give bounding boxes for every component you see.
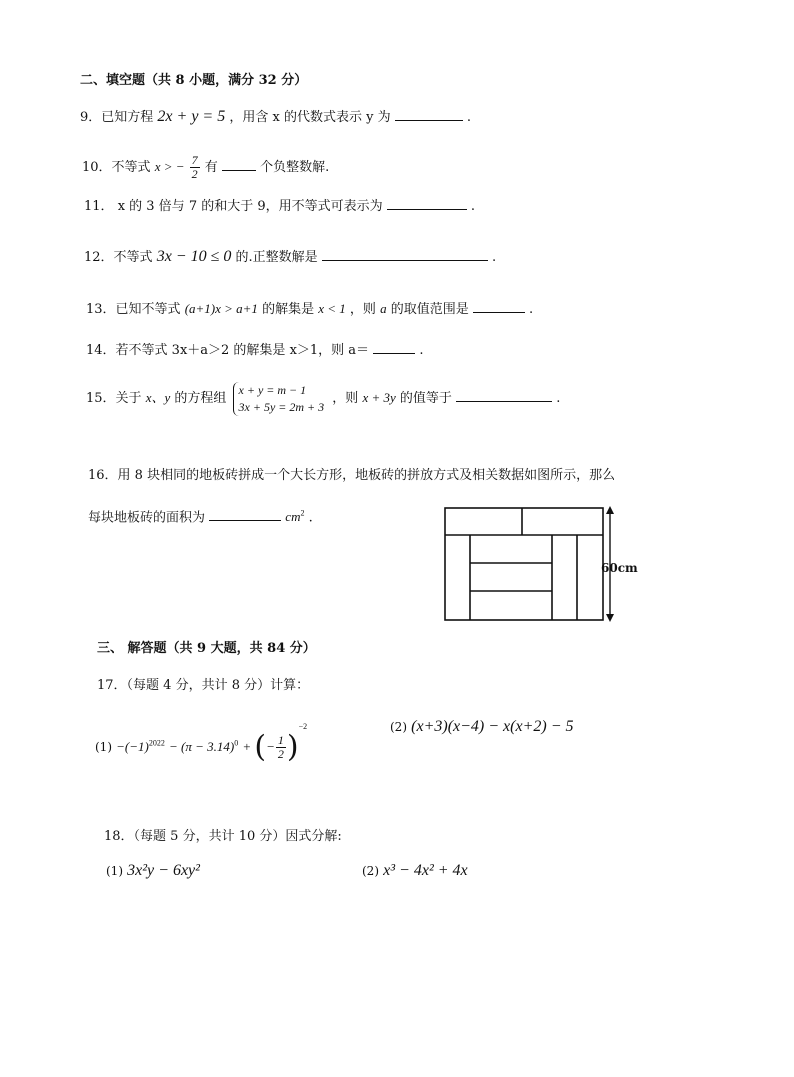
q17-p2-expression: (x+3)(x−4) − x(x+2) − 5 — [411, 718, 574, 735]
q15-end: . — [556, 391, 561, 406]
question-14 — [86, 341, 423, 360]
q13-answer-blank[interactable] — [473, 300, 525, 313]
q18-p2-expression: x³ − 4x² + 4x — [383, 862, 468, 879]
q15-expression: x + 3y — [362, 390, 396, 405]
q13-variable: a — [380, 301, 387, 316]
q16-unit: $cm^2$ — [285, 509, 305, 525]
q13-text2: ，则 — [349, 302, 376, 317]
tile-arrangement-figure — [440, 500, 650, 628]
q17-p1-term-a: −(−1) — [116, 739, 149, 754]
outer-rectangle — [445, 508, 603, 620]
q16-end: . — [308, 510, 313, 526]
question-16-line-1: 16．用 8 块相同的地板砖拼成一个大长方形，地板砖的拼放方式及相关数据如图所示，那么 — [88, 468, 616, 483]
q10-fraction — [190, 154, 200, 181]
q9-label: 9．已知方程 — [80, 110, 154, 125]
question-18-label: 18．（每题 5 分，共计 10 分）因式分解: — [104, 829, 342, 844]
q17-p1-term-a-exp: 2022 — [148, 738, 165, 748]
q12-end: . — [491, 250, 497, 265]
q9-end: . — [466, 110, 471, 125]
q17-p2-prefix: (2) — [390, 720, 407, 734]
q15-text3: 的值等于 — [399, 391, 452, 406]
q13-text: 的解集是 — [262, 302, 315, 317]
q12-inequality: 3x − 10 ≤ 0 — [156, 248, 232, 265]
q9-text: ，用含 x 的代数式表示 y 为 — [229, 110, 391, 125]
q14-answer-blank[interactable] — [373, 341, 415, 354]
question-15 — [86, 378, 560, 419]
question-13 — [86, 300, 533, 319]
question-16-line-2 — [88, 505, 313, 527]
q15-text: 的方程组 — [174, 391, 227, 406]
section-2-heading: 二、填空题（共 8 小题，满分 32 分） — [80, 73, 308, 88]
q15-variables: x、y — [145, 390, 171, 405]
q10-label: 10．不等式 — [82, 160, 151, 175]
question-18-part-1 — [106, 862, 200, 881]
q15-equation-system — [233, 382, 325, 416]
q17-p1-frac-sign: − — [266, 739, 275, 754]
q17-p1-plus: + — [242, 739, 255, 754]
q15-text2: ，则 — [332, 391, 359, 406]
q13-condition: x < 1 — [318, 301, 346, 316]
question-17-label: 17．（每题 4 分，共计 8 分）计算： — [97, 678, 310, 693]
q15-answer-blank[interactable] — [456, 389, 552, 402]
q10-answer-blank[interactable] — [222, 158, 256, 171]
q13-inequality: (a+1)x > a+1 — [184, 301, 258, 316]
question-18-part-2 — [362, 862, 468, 881]
q13-end: . — [529, 302, 534, 317]
q13-label: 13．已知不等式 — [86, 302, 181, 317]
height-label: 60cm — [601, 561, 638, 575]
q18-p1-prefix: (1) — [106, 864, 123, 878]
question-17-part-2 — [390, 718, 574, 737]
q17-p1-term-b-exp: 0 — [234, 738, 239, 748]
q12-text: 的.正整数解是 — [235, 250, 318, 265]
q9-equation: 2x + y = 5 — [157, 108, 226, 125]
q10-fraction-num: 7 — [191, 153, 198, 167]
q15-equation-2: 3x + 5y = 2m + 3 — [238, 399, 325, 414]
q11-text: x 的 3 倍与 7 的和大于 9，用不等式可表示为 — [117, 199, 383, 214]
q15-label: 15．关于 — [86, 391, 142, 406]
q17-p1-term-b: − (π − 3.14) — [168, 739, 235, 754]
q10-text2: 个负整数解. — [260, 160, 330, 175]
q13-text3: 的取值范围是 — [390, 302, 469, 317]
q18-p1-expression: 3x²y − 6xy² — [127, 862, 200, 879]
q11-end: . — [470, 199, 476, 214]
question-11 — [84, 197, 475, 216]
q16-answer-blank[interactable] — [209, 508, 281, 521]
q17-p1-prefix: (1) — [95, 740, 112, 754]
question-10 — [82, 150, 329, 185]
question-9 — [80, 108, 471, 127]
q16-text: 每块地板砖的面积为 — [88, 510, 206, 526]
q11-answer-blank[interactable] — [387, 197, 467, 210]
q14-label: 14．若不等式 3x＋a＞2 的解集是 x＞1，则 a＝ — [86, 343, 370, 358]
q10-text: 有 — [204, 160, 218, 175]
q12-answer-blank[interactable] — [322, 248, 488, 261]
q15-equation-1: x + y = m − 1 — [238, 382, 307, 397]
q17-p1-exponent: −2 — [298, 722, 308, 731]
q10-fraction-den: 2 — [191, 167, 198, 181]
q14-end: . — [419, 343, 424, 358]
question-17-part-1: $(1) -(-1)^{2022} - (\pi - 3.14)^0$ + (− $\frac{1}{2}$ )$^{-2}$ — [95, 722, 308, 765]
q11-label: 11． — [84, 199, 114, 214]
q17-p1-fraction: $\frac{1}{2}$ — [277, 733, 284, 761]
question-12 — [84, 248, 496, 267]
q9-answer-blank[interactable] — [395, 108, 463, 121]
q10-lhs: x > − — [154, 159, 185, 174]
q12-label: 12．不等式 — [84, 250, 153, 265]
q18-p2-prefix: (2) — [362, 864, 379, 878]
section-3-heading: 三、 解答题（共 9 大题，共 84 分） — [97, 641, 316, 656]
